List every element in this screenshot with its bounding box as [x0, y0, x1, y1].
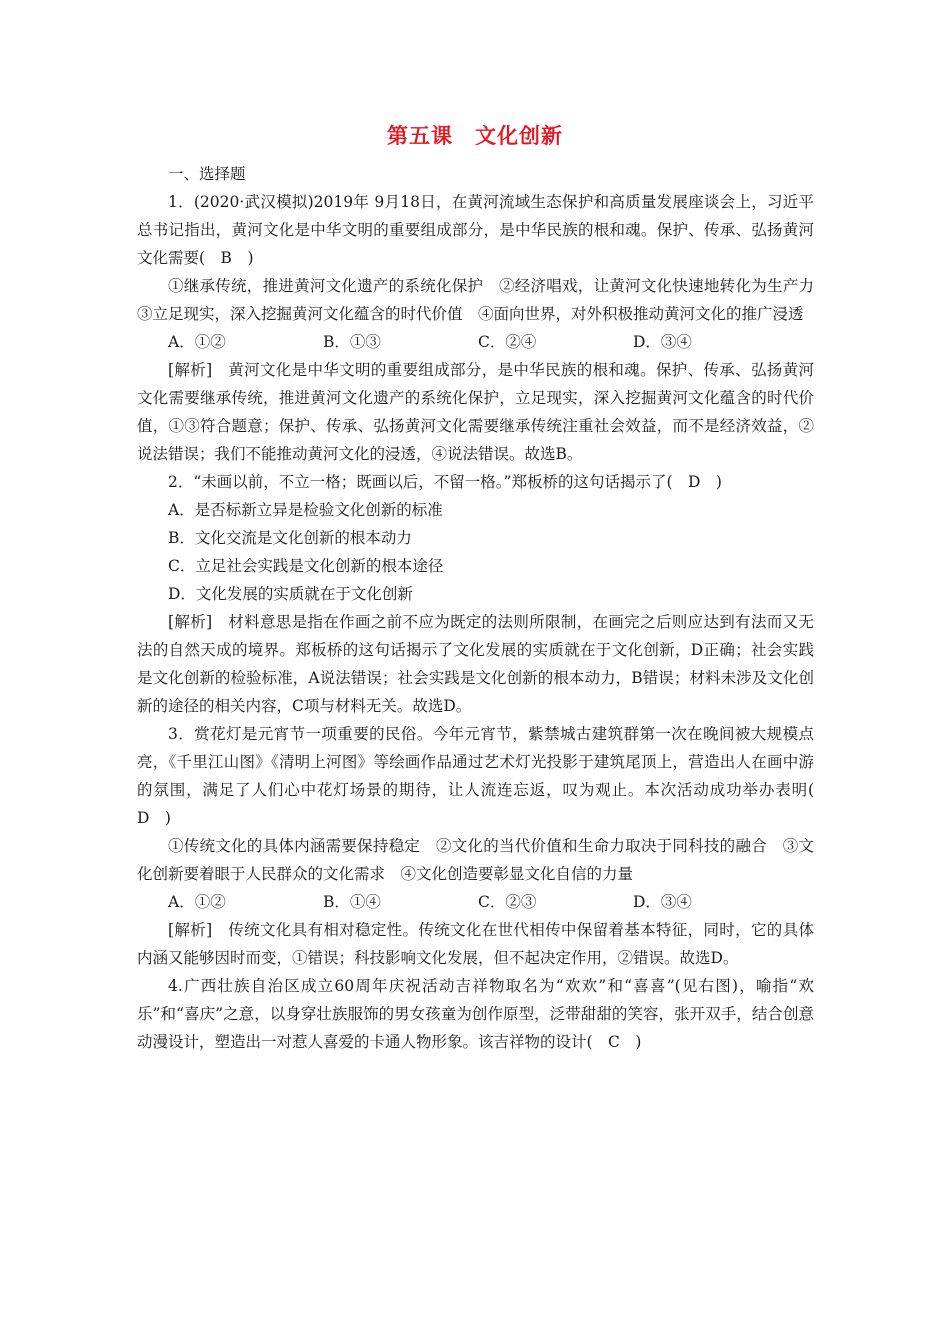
- option-d: D．文化发展的实质就在于文化创新: [168, 585, 413, 603]
- option-b: B．①③: [323, 333, 381, 351]
- option-a: A．①②: [168, 333, 226, 351]
- option-d: D．③④: [633, 893, 692, 911]
- option-c: C．②③: [478, 893, 537, 911]
- section-heading: 一、选择题: [168, 165, 246, 183]
- question-3-analysis: [解析] 传统文化具有相对稳定性。传统文化在世代相传中保留着基本特征，同时，它的具体内涵又能够因时而变，①错误；科技影响文化发展，但不起决定作用，②错误。故选D。: [137, 921, 814, 967]
- question-2-stem: 2．“未画以前，不立一格；既画以后，不留一格。”郑板桥的这句话揭示了( D ): [168, 473, 722, 491]
- document-body: [137, 160, 830, 1056]
- question-3-items: ①传统文化的具体内涵需要保持稳定 ②文化的当代价值和生命力取决于同科技的融合 ③文化创新要着眼于人民群众的文化需求 ④文化创造要彰显文化自信的力量: [137, 837, 814, 883]
- option-b: B．①④: [323, 893, 381, 911]
- question-3-stem: 3．赏花灯是元宵节一项重要的民俗。今年元宵节，紫禁城古建筑群第一次在晚间被大规模点亮，《千里江山图》《清明上河图》等绘画作品通过艺术灯光投影于建筑尾顶上，营造出人在画中游的氛围，满足了人们心中花灯场景的期待，让人流连忘返，叹为观止。本次活动成功举办表明( D ): [137, 725, 830, 827]
- question-1-items: ①继承传统，推进黄河文化遗产的系统化保护 ②经济唱戏，让黄河文化快速地转化为生产力 ③立足现实，深入挖掘黄河文化蕴含的时代价值 ④面向世界，对外积极推动黄河文化的推广浸透: [137, 277, 830, 323]
- question-2-analysis: [解析] 材料意思是指在作画之前不应为既定的法则所限制，在画完之后则应达到有法而又无法的自然天成的境界。郑板桥的这句话揭示了文化发展的实质就在于文化创新，D正确；社会实践是文化创新的检验标准，A说法错误；社会实践是文化创新的根本动力，B错误；材料未涉及文化创新的途径的相关内容，C项与材料无关。故选D。: [137, 613, 814, 715]
- question-1-analysis: [解析] 黄河文化是中华文明的重要组成部分，是中华民族的根和魂。保护、传承、弘扬黄河文化需要继承传统，推进黄河文化遗产的系统化保护，立足现实，深入挖掘黄河文化蕴含的时代价值，①③符合题意；保护、传承、弘扬黄河文化需要继承传统注重社会效益，而不是经济效益，②说法错误；我们不能推动黄河文化的浸透，④说法错误。故选B。: [137, 361, 814, 463]
- question-3-options: [137, 888, 814, 916]
- option-c: C．立足社会实践是文化创新的根本途径: [168, 557, 444, 575]
- option-b: B．文化交流是文化创新的根本动力: [168, 529, 412, 547]
- option-a: A．是否标新立异是检验文化创新的标准: [168, 501, 443, 519]
- option-d: D．③④: [633, 333, 692, 351]
- option-a: A．①②: [168, 893, 226, 911]
- question-1-options: [137, 328, 814, 356]
- question-4-stem: 4.广西壮族自治区成立60周年庆祝活动吉祥物取名为“欢欢”和“喜喜”(见右图)，喻指“欢乐”和“喜庆”之意，以身穿壮族服饰的男女孩童为创作原型，泛带甜甜的笑容，张开双手，结合创意动漫设计，塑造出一对惹人喜爱的卡通人物形象。该吉祥物的设计( C ): [137, 977, 814, 1051]
- question-1-stem: 1．(2020·武汉模拟)2019年 9月18日，在黄河流域生态保护和高质量发展座谈会上，习近平总书记指出，黄河文化是中华文明的重要组成部分，是中华民族的根和魂。保护、传承、弘扬黄河文化需要( B ): [137, 193, 814, 267]
- page-title: 第五课 文化创新: [387, 123, 563, 148]
- option-c: C．②④: [478, 333, 537, 351]
